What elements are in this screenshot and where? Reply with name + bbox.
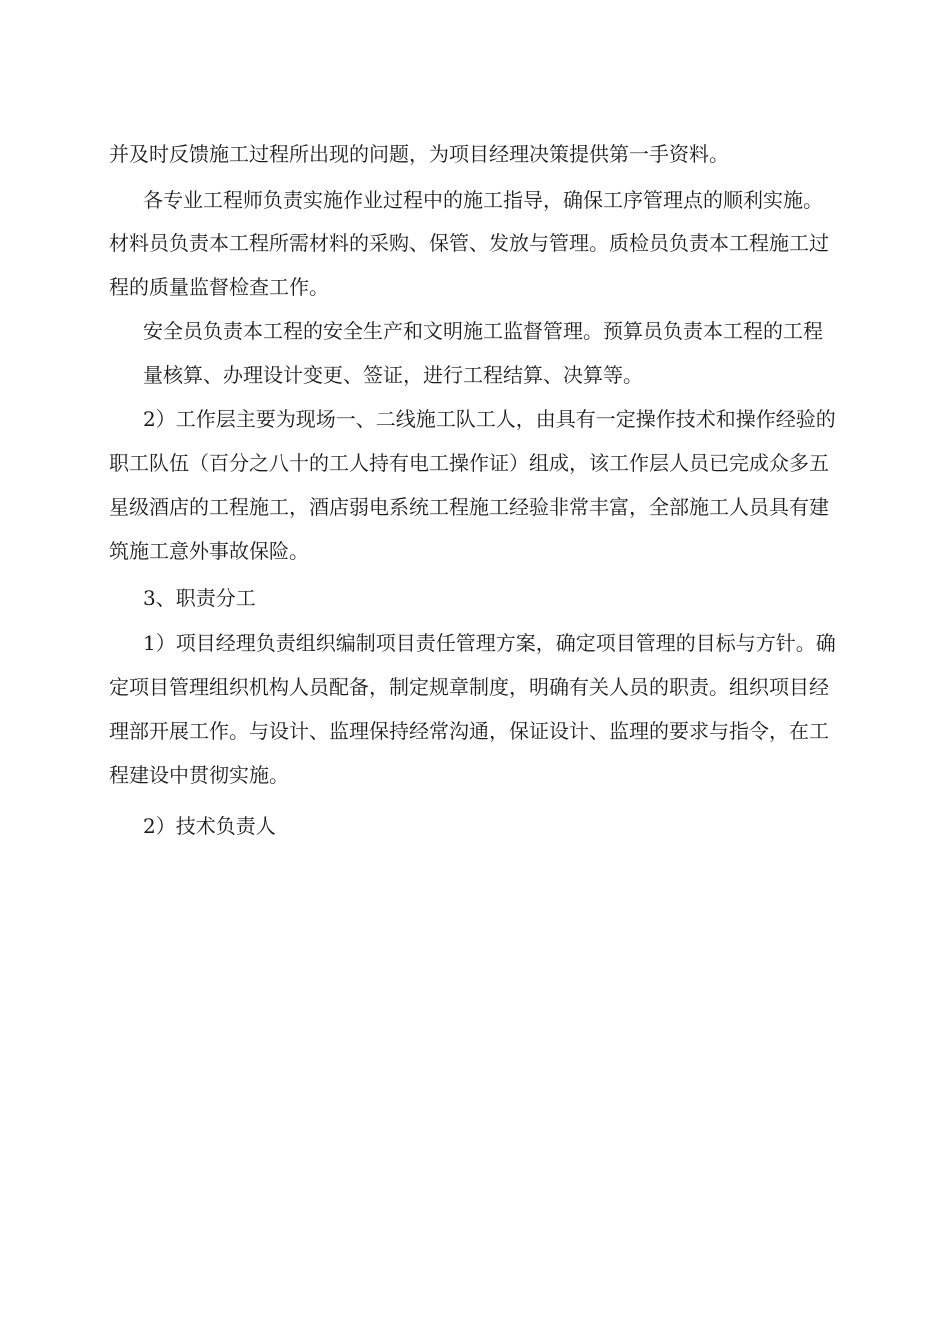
paragraph-line: 1）项目经理负责组织编制项目责任管理方案，确定项目管理的目标与方针。确 (143, 631, 836, 655)
paragraph-line: 各专业工程师负责实施作业过程中的施工指导，确保工序管理点的顺利实施。 (143, 188, 823, 212)
paragraph-line: 并及时反馈施工过程所出现的问题，为项目经理决策提供第一手资料。 (109, 142, 729, 166)
paragraph-line: 程的质量监督检查工作。 (109, 275, 329, 299)
paragraph-line: 程建设中贯彻实施。 (109, 763, 289, 787)
subsection-heading: 2）技术负责人 (143, 814, 276, 838)
paragraph-line: 2）工作层主要为现场一、二线施工队工人，由具有一定操作技术和操作经验的 (143, 407, 836, 431)
paragraph-line: 安全员负责本工程的安全生产和文明施工监督管理。预算员负责本工程的工程 (143, 319, 823, 343)
paragraph-line: 职工队伍（百分之八十的工人持有电工操作证）组成，该工作层人员已完成众多五 (109, 451, 829, 475)
paragraph-line: 量核算、办理设计变更、签证，进行工程结算、决算等。 (143, 363, 643, 387)
paragraph-line: 定项目管理组织机构人员配备，制定规章制度，明确有关人员的职责。组织项目经 (109, 675, 829, 699)
paragraph-line: 筑施工意外事故保险。 (109, 539, 309, 563)
section-heading: 3、职责分工 (143, 586, 256, 610)
paragraph-line: 理部开展工作。与设计、监理保持经常沟通，保证设计、监理的要求与指令，在工 (109, 719, 829, 743)
paragraph-line: 星级酒店的工程施工，酒店弱电系统工程施工经验非常丰富，全部施工人员具有建 (109, 495, 829, 519)
paragraph-line: 材料员负责本工程所需材料的采购、保管、发放与管理。质检员负责本工程施工过 (109, 231, 829, 255)
